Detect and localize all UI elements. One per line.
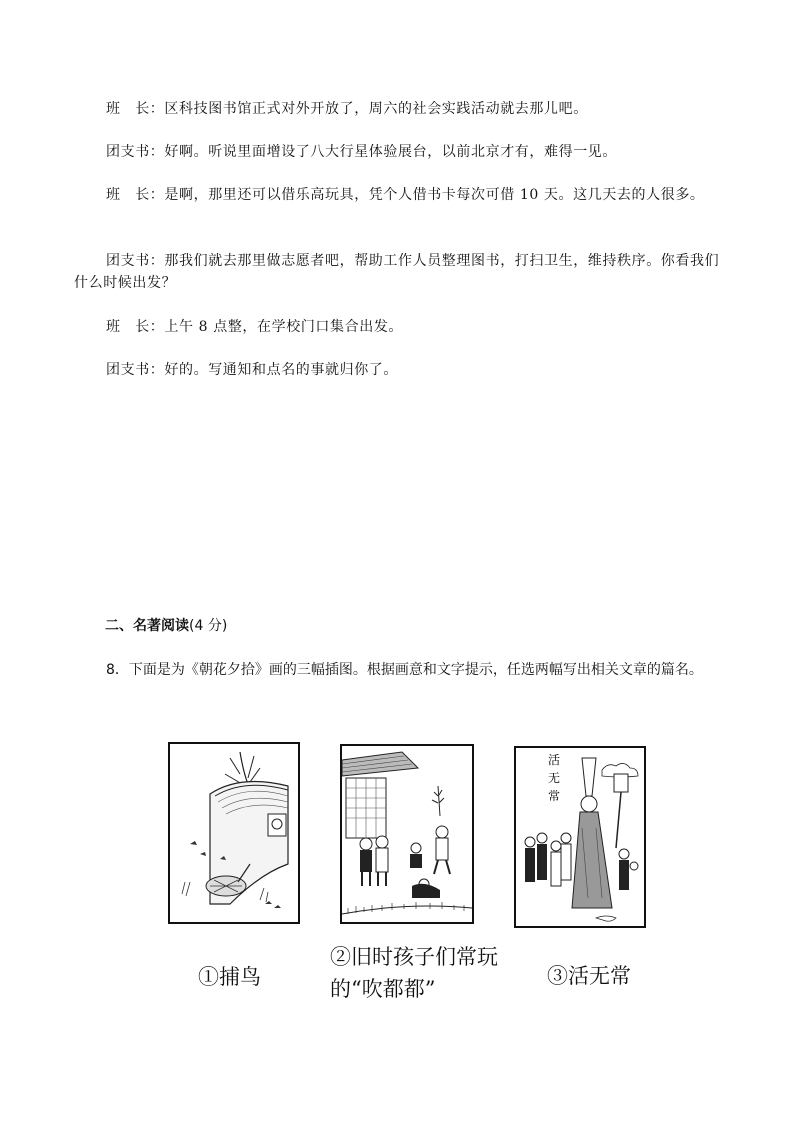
caption-3: ③活无常 bbox=[547, 964, 631, 988]
huowuchang-drawing bbox=[516, 748, 644, 926]
speaker: 班 长： bbox=[106, 319, 165, 335]
dialogue-line bbox=[74, 359, 726, 381]
speaker: 团支书： bbox=[106, 253, 165, 269]
dialogue-line bbox=[74, 141, 726, 163]
section-points: (4 分) bbox=[189, 618, 228, 634]
huowuchang-label-char: 常 bbox=[547, 789, 561, 803]
dialogue-text: 好啊。听说里面增设了八大行星体验展台，以前北京才有，难得一见。 bbox=[164, 144, 618, 160]
dialogue-line bbox=[74, 316, 726, 338]
speaker: 团支书： bbox=[106, 144, 165, 160]
section-title bbox=[105, 615, 227, 635]
bird-trap-illustration bbox=[168, 742, 300, 924]
dialogue-line bbox=[74, 184, 726, 206]
question-text: 8．下面是为《朝花夕拾》画的三幅插图。根据画意和文字提示，任选两幅写出相关文章的篇名。 bbox=[106, 662, 703, 678]
dialogue-text: 是啊，那里还可以借乐高玩具，凭个人借书卡每次可借 10 天。这几天去的人很多。 bbox=[164, 187, 705, 203]
section-title-text: 二、名著阅读 bbox=[105, 618, 189, 634]
speaker: 团支书： bbox=[106, 362, 165, 378]
dialogue-line bbox=[74, 250, 726, 294]
dialogue-line bbox=[74, 98, 726, 120]
dialogue-text: 上午 8 点整，在学校门口集合出发。 bbox=[164, 319, 404, 335]
question-prompt bbox=[74, 658, 726, 682]
caption-1: ①捕鸟 bbox=[198, 965, 261, 989]
dialogue-text: 那我们就去那里做志愿者吧，帮助工作人员整理图书，打扫卫生，维持秩序。你看我们什么时候出发？ bbox=[74, 253, 720, 291]
huowuchang-label-char: 活 bbox=[547, 753, 561, 767]
caption-2: ②旧时孩子们常玩的“吹都都” bbox=[330, 945, 498, 1001]
bird-trap-drawing bbox=[170, 744, 298, 922]
dialogue-text: 区科技图书馆正式对外开放了，周六的社会实践活动就去那儿吧。 bbox=[164, 101, 588, 117]
speaker: 班 长： bbox=[106, 187, 165, 203]
children-playing-drawing bbox=[342, 746, 472, 922]
children-playing-illustration bbox=[340, 744, 474, 924]
dialogue-text: 好的。写通知和点名的事就归你了。 bbox=[164, 362, 399, 378]
huowuchang-label-char: 无 bbox=[547, 771, 561, 785]
huowuchang-illustration bbox=[514, 746, 646, 928]
speaker: 班 长： bbox=[106, 101, 165, 117]
